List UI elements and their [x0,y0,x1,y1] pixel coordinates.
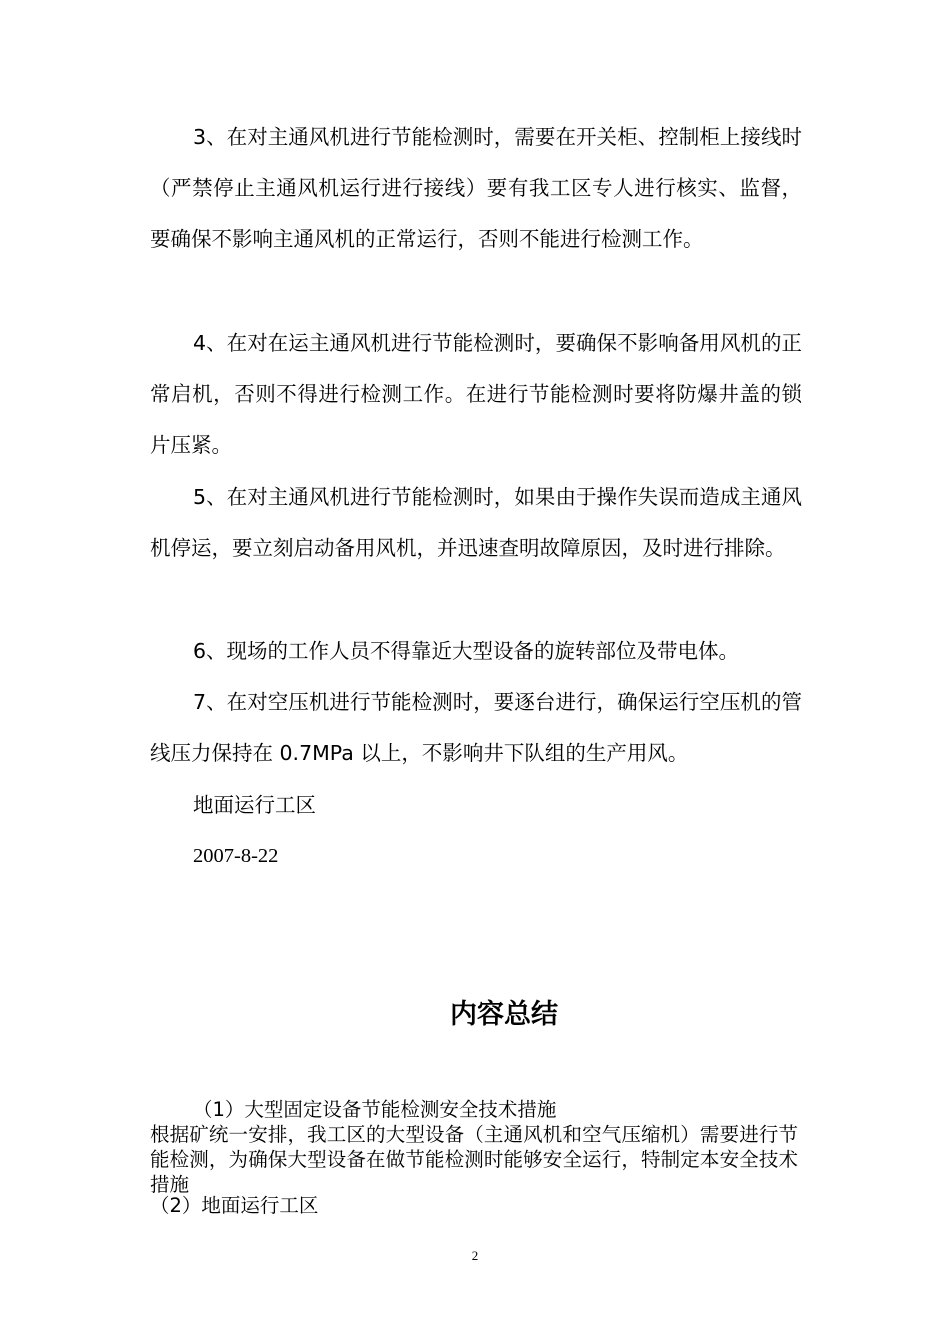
signature-date: 2007-8-22 [193,845,279,867]
summary-title: 内容总结 [450,999,558,1030]
paragraph-item-4: 4、在对在运主通风机进行节能检测时，要确保不影响备用风机的正常启机，否则不得进行检测工作。在进行节能检测时要将防爆井盖的锁片压紧。 [150,331,802,457]
summary-line-2: 根据矿统一安排，我工区的大型设备（主通风机和空气压缩机）需要进行节能检测，为确保大型设备在做节能检测时能够安全运行，特制定本安全技术措施 [150,1123,798,1196]
paragraph-item-5: 5、在对主通风机进行节能检测时，如果由于操作失误而造成主通风机停运，要立刻启动备用风机，并迅速查明故障原因，及时进行排除。 [150,485,802,560]
summary-line-1: （1）大型固定设备节能检测安全技术措施 [193,1098,557,1121]
summary-line-3: （2）地面运行工区 [150,1194,319,1217]
paragraph-item-6: 6、现场的工作人员不得靠近大型设备的旋转部位及带电体。 [193,639,740,663]
paragraph-item-7: 7、在对空压机进行节能检测时，要逐台进行，确保运行空压机的管线压力保持在 0.7MPa 以上，不影响井下队组的生产用风。 [150,690,802,765]
paragraph-item-3: 3、在对主通风机进行节能检测时，需要在开关柜、控制柜上接线时（严禁停止主通风机运行进行接线）要有我工区专人进行核实、监督，要确保不影响主通风机的正常运行，否则不能进行检测工作。 [150,125,802,251]
signature-department: 地面运行工区 [193,793,316,817]
page-number: 2 [471,1248,479,1263]
